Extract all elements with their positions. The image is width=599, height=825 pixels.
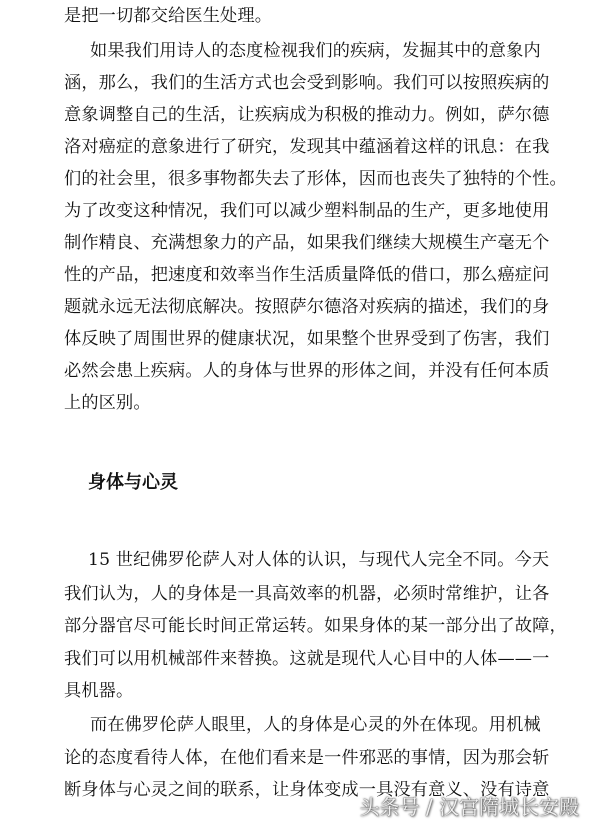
watermark: 头条号 / 汉宫隋城长安殿 — [359, 795, 579, 819]
text-line: 制作精良、充满想象力的产品，如果我们继续大规模生产毫无个 — [64, 233, 550, 253]
text-line: 性的产品，把速度和效率当作生活质量降低的借口，那么癌症问 — [64, 265, 550, 285]
text-line: 如果我们用诗人的态度检视我们的疾病，发掘其中的意象内 — [90, 41, 541, 61]
text-line: 15 世纪佛罗伦萨人对人体的认识，与现代人完全不同。今天 — [88, 550, 550, 570]
text-line: 上的区别。 — [64, 393, 151, 413]
text-line: 题就永远无法彻底解决。按照萨尔德洛对疾病的描述，我们的身 — [64, 297, 550, 317]
text-line: 是把一切都交给医生处理。 — [64, 6, 273, 26]
text-line: 我们认为，人的身体是一具高效率的机器，必须时常维护，让各 — [64, 584, 550, 604]
text-line: 涵，那么，我们的生活方式也会受到影响。我们可以按照疾病的 — [64, 73, 550, 93]
text-line: 体反映了周围世界的健康状况，如果整个世界受到了伤害，我们 — [64, 329, 550, 349]
text-line: 部分器官尽可能长时间正常运转。如果身体的某一部分出了故障， — [64, 616, 567, 636]
text-line: 必然会患上疾病。人的身体与世界的形体之间，并没有任何本质 — [64, 361, 550, 381]
text-line: 我们可以用机械部件来替换。这就是现代人心目中的人体——一 — [64, 649, 550, 669]
text-line: 意象调整自己的生活，让疾病成为积极的推动力。例如，萨尔德 — [64, 105, 550, 125]
text-line: 为了改变这种情况，我们可以减少塑料制品的生产，更多地使用 — [64, 201, 550, 221]
text-line: 洛对癌症的意象进行了研究，发现其中蕴涵着这样的讯息：在我 — [64, 137, 550, 157]
text-line: 们的社会里，很多事物都失去了形体，因而也丧失了独特的个性。 — [64, 169, 567, 189]
text-line: 论的态度看待人体，在他们看来是一件邪恶的事情，因为那会斩 — [64, 748, 550, 768]
section-heading: 身体与心灵 — [88, 472, 178, 493]
text-line: 而在佛罗伦萨人眼里，人的身体是心灵的外在体现。用机械 — [90, 715, 541, 735]
text-line: 断身体与心灵之间的联系，让身体变成一具没有意义、没有诗意 — [64, 780, 550, 800]
text-line: 具机器。 — [64, 681, 134, 701]
